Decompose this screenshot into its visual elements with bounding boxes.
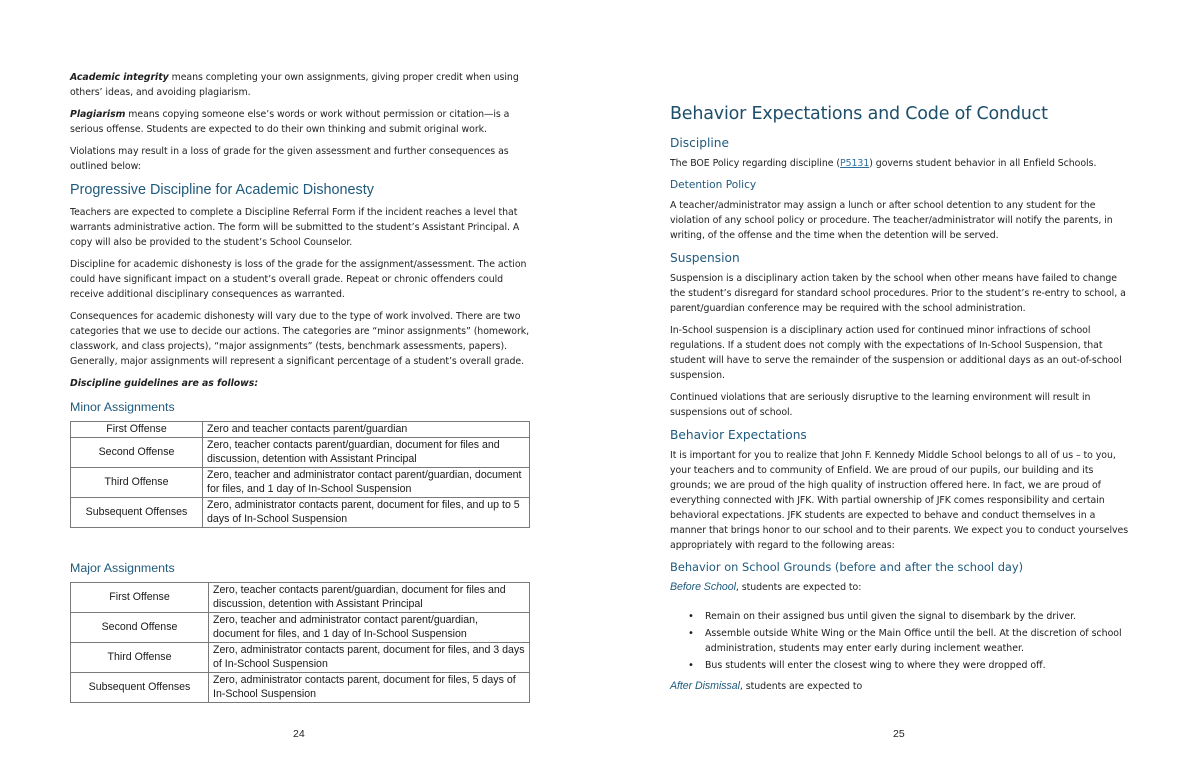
- bullet-icon: •: [688, 628, 694, 639]
- offense-cell: First Offense: [71, 422, 203, 438]
- table-row: [71, 422, 530, 438]
- list-item-text: Remain on their assigned bus until given the signal to disembark by the driver.: [705, 611, 1077, 622]
- before-school-label: Before School: [670, 581, 736, 593]
- consequence-cell: Zero, administrator contacts parent, document for files, and 3 days of In-School Suspension: [209, 642, 530, 672]
- referral-paragraph: Teachers are expected to complete a Discipline Referral Form if the incident reaches a level that warrants administrative action. The form will be submitted to the student’s Assistant Principal. A copy will also be provided to the student’s School Counselor.: [70, 207, 520, 248]
- detention-policy-heading: Detention Policy: [670, 179, 757, 191]
- page-number: 24: [293, 728, 305, 740]
- detention-paragraph: A teacher/administrator may assign a lunch or after school detention to any student for the violation of any school policy or procedure. The teacher/administrator will notify the parents, in writing, of the offense and the time when the detention will be served.: [670, 200, 1113, 241]
- offense-cell: Third Offense: [71, 467, 203, 497]
- list-item: [670, 626, 1132, 656]
- after-dismissal-text: , students are expected to: [739, 681, 863, 692]
- table-row: [71, 582, 530, 612]
- offense-cell: First Offense: [71, 582, 209, 612]
- bullet-icon: •: [688, 611, 694, 622]
- consequence-cell: Zero, administrator contacts parent, document for files, 5 days of In-School Suspension: [209, 672, 530, 702]
- list-item-text: Assemble outside White Wing or the Main Office until the bell. At the discretion of school administration, students may enter early during inclement weather.: [705, 628, 1122, 654]
- offense-cell: Second Offense: [71, 612, 209, 642]
- minor-assignments-heading: Minor Assignments: [70, 400, 175, 414]
- discipline-heading: Discipline: [670, 136, 729, 150]
- in-school-suspension-paragraph: In-School suspension is a disciplinary action used for continued minor infractions of school regulations. If a student does not comply with the expectations of In-School Suspension, that student will have to serve the remainder of the suspension or additional days as an out-of-school suspension.: [670, 325, 1122, 381]
- minor-assignments-table: [70, 421, 530, 528]
- plagiarism-paragraph: [70, 107, 532, 137]
- consequence-cell: Zero, teacher contacts parent/guardian, document for files and discussion, detention with Assistant Principal: [203, 437, 530, 467]
- page-25-content: [670, 103, 1132, 701]
- offense-cell: Second Offense: [71, 437, 203, 467]
- offense-cell: Subsequent Offenses: [71, 672, 209, 702]
- consequences-paragraph: Consequences for academic dishonesty will vary due to the type of work involved. There are two categories that we use to decide our actions. The categories are “minor assignments” (homework, classwork, and class projects), “major assignments” (tests, benchmark assessments, papers). Generally, major assignments will represent a significant percentage of a student’s overall grade.: [70, 311, 530, 367]
- table-row: [71, 497, 530, 527]
- list-item: [670, 658, 1132, 673]
- page-24-content: [70, 70, 532, 703]
- discipline-paragraph: [670, 156, 1132, 171]
- after-dismissal-label: After Dismissal: [670, 680, 740, 692]
- suspension-heading: Suspension: [670, 251, 740, 265]
- behavior-expectations-heading: Behavior Expectations: [670, 428, 807, 442]
- table-row: [71, 612, 530, 642]
- consequence-cell: Zero, teacher contacts parent/guardian, document for files and discussion, detention with Assistant Principal: [209, 582, 530, 612]
- consequence-cell: Zero, teacher and administrator contact parent/guardian, document for files, and 1 day of In-School Suspension: [209, 612, 530, 642]
- page-number: 25: [893, 728, 905, 740]
- academic-integrity-definition: means completing your own assignments, giving proper credit when using others’ ideas, and avoiding plagiarism.: [70, 72, 519, 98]
- consequence-cell: Zero, administrator contacts parent, document for files, and up to 5 days of In-School Suspension: [203, 497, 530, 527]
- grade-loss-paragraph: Discipline for academic dishonesty is loss of the grade for the assignment/assessment. The action could have significant impact on a student’s overall grade. Repeat or chronic offenders could receive additional disciplinary consequences as warranted.: [70, 259, 527, 300]
- major-assignments-heading: Major Assignments: [70, 560, 175, 575]
- major-assignments-table: [70, 582, 530, 703]
- continued-violations-paragraph: Continued violations that are seriously disruptive to the learning environment will result in suspensions out of school.: [670, 392, 1091, 418]
- page-title: Behavior Expectations and Code of Conduct: [670, 104, 1048, 124]
- spacer: [70, 528, 532, 552]
- guidelines-label: Discipline guidelines are as follows:: [70, 378, 259, 389]
- consequence-cell: Zero, teacher and administrator contact parent/guardian, document for files, and 1 day of In-School Suspension: [203, 467, 530, 497]
- school-grounds-heading: Behavior on School Grounds (before and after the school day): [670, 560, 1024, 574]
- discipline-text-before: The BOE Policy regarding discipline (: [670, 158, 840, 169]
- offense-cell: Third Offense: [71, 642, 209, 672]
- list-item: [670, 609, 1132, 624]
- after-dismissal-paragraph: [670, 679, 1132, 694]
- policy-link[interactable]: P5131: [840, 158, 870, 169]
- table-row: [71, 642, 530, 672]
- term-academic-integrity: Academic integrity: [70, 72, 169, 83]
- academic-integrity-paragraph: [70, 70, 532, 100]
- behavior-expectations-paragraph: It is important for you to realize that John F. Kennedy Middle School belongs to all of us – to you, your teachers and to community of Enfield. We are proud of our pupils, our building and its grounds; we are proud of the high quality of instruction offered here. In fact, we are proud of everything connected with JFK. With partial ownership of JFK comes responsibility and certain behavioral expectations. JFK students are expected to behave and conduct themselves in a manner that brings honor to our school and to their parents. We expect you to conduct yourselves appropriately with regard to the following areas:: [670, 450, 1129, 551]
- consequence-cell: Zero and teacher contacts parent/guardian: [203, 422, 530, 438]
- bullet-icon: •: [688, 660, 694, 671]
- before-school-text: , students are expected to:: [735, 582, 862, 593]
- plagiarism-definition: means copying someone else’s words or work without permission or citation—is a serious offense. Students are expected to do their own thinking and submit original work.: [70, 109, 510, 135]
- term-plagiarism: Plagiarism: [70, 109, 126, 120]
- table-row: [71, 467, 530, 497]
- before-school-paragraph: [670, 580, 1132, 595]
- page-25: [600, 0, 1200, 776]
- progressive-discipline-heading: Progressive Discipline for Academic Dishonesty: [70, 182, 374, 198]
- table-row: [71, 437, 530, 467]
- offense-cell: Subsequent Offenses: [71, 497, 203, 527]
- discipline-text-after: ) governs student behavior in all Enfield Schools.: [869, 158, 1097, 169]
- violations-paragraph: Violations may result in a loss of grade for the given assessment and further consequences as outlined below:: [70, 146, 509, 172]
- before-school-list: [670, 609, 1132, 673]
- suspension-paragraph: Suspension is a disciplinary action taken by the school when other means have failed to change the student’s disregard for standard school procedures. Prior to the student’s re-entry to school, a parent/guardian conference may be required with the school administration.: [670, 273, 1126, 314]
- list-item-text: Bus students will enter the closest wing to where they were dropped off.: [705, 660, 1046, 671]
- table-row: [71, 672, 530, 702]
